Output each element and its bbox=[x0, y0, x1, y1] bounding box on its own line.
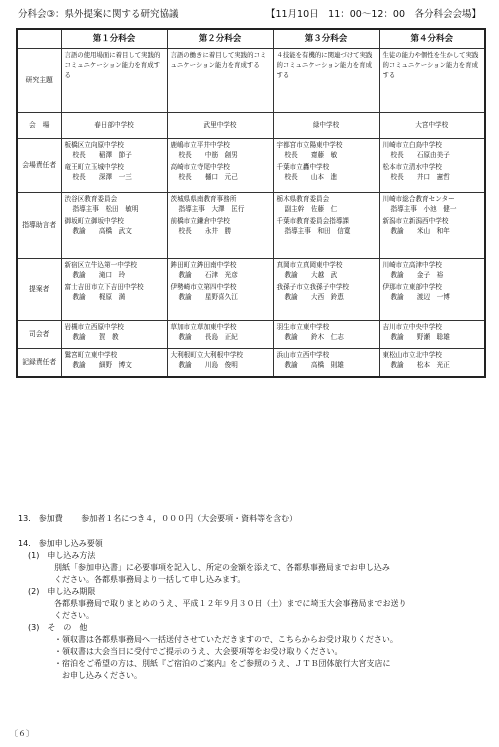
school-name: 草加市立草加東中学校 bbox=[170, 323, 237, 332]
row-label: 研究主題 bbox=[17, 49, 61, 113]
person-name: 教諭 滝口 玲 bbox=[72, 270, 126, 279]
person-name: 校長 深澤 一三 bbox=[72, 172, 132, 181]
table-row bbox=[17, 113, 485, 139]
column-header: 第４分科会 bbox=[379, 29, 485, 49]
table-cell: 緑中学校 bbox=[273, 113, 379, 139]
person-name: 教諭 鈴木 仁志 bbox=[284, 332, 344, 341]
row-label: 記録責任者 bbox=[17, 349, 61, 377]
person-entry bbox=[65, 323, 164, 342]
person-name: 校長 井口 憲哲 bbox=[390, 172, 450, 181]
application-item bbox=[18, 622, 485, 682]
school-name: 栃木県教育委員会 bbox=[276, 195, 330, 204]
column-header: 第２分科会 bbox=[167, 29, 273, 49]
person-entry bbox=[277, 163, 376, 182]
person-name: 教諭 大西 鈴恵 bbox=[284, 292, 344, 301]
table-cell bbox=[167, 139, 273, 193]
corner-cell bbox=[17, 29, 61, 49]
school-name: 川崎市総合教育センター bbox=[382, 195, 455, 204]
table-cell bbox=[273, 349, 379, 377]
school-name: 東松山市立北中学校 bbox=[382, 351, 442, 360]
person-entry bbox=[277, 323, 376, 342]
row-label: 提案者 bbox=[17, 259, 61, 321]
person-name: 教諭 石津 光彦 bbox=[178, 270, 238, 279]
person-name: 指導主事 和田 信寛 bbox=[284, 226, 351, 235]
table-cell bbox=[167, 349, 273, 377]
person-name: 教諭 大越 武 bbox=[284, 270, 338, 279]
person-entry bbox=[171, 217, 270, 236]
person-entry bbox=[383, 351, 482, 370]
table-cell bbox=[61, 349, 167, 377]
person-entry bbox=[171, 351, 270, 370]
person-name: 校長 永井 勝 bbox=[178, 226, 232, 235]
column-header: 第１分科会 bbox=[61, 29, 167, 49]
school-name: 新潟市立新潟西中学校 bbox=[382, 217, 449, 226]
person-name: 校長 山本 進 bbox=[284, 172, 338, 181]
person-entry bbox=[65, 261, 164, 280]
item-line: ・領収書は各都県事務局へ一括送付させていただきますので、こちらからお受け取りください。 bbox=[54, 635, 398, 644]
table-cell bbox=[273, 193, 379, 259]
person-name: 教諭 米山 和年 bbox=[390, 226, 450, 235]
school-name: 川崎市立高津中学校 bbox=[382, 261, 442, 270]
table-cell: 生徒の能力や個性を生かして実践的コミュニケーション能力を育成する bbox=[379, 49, 485, 113]
person-name: 教諭 高橋 武文 bbox=[72, 226, 132, 235]
table-row bbox=[17, 139, 485, 193]
person-entry bbox=[277, 261, 376, 280]
item-line: ください。各都県事務局より一括して申し込みます。 bbox=[54, 575, 246, 584]
person-entry bbox=[277, 283, 376, 302]
table-header-row bbox=[17, 29, 485, 49]
page-number: 〔６〕 bbox=[10, 729, 34, 738]
table-row bbox=[17, 321, 485, 349]
table-cell bbox=[61, 139, 167, 193]
person-entry bbox=[171, 323, 270, 342]
table-cell: 大宮中学校 bbox=[379, 113, 485, 139]
person-name: 指導主事 大澤 匡行 bbox=[178, 204, 245, 213]
item-line: お申し込みください。 bbox=[54, 671, 142, 680]
school-name: 川崎市立白鳥中学校 bbox=[382, 141, 442, 150]
school-name: 新宿区立牛込第一中学校 bbox=[64, 261, 138, 270]
person-name: 校長 齋藤 敏 bbox=[284, 150, 338, 159]
school-name: 千葉市立轟中学校 bbox=[276, 163, 330, 172]
section-14-heading: 14. 参加申し込み要領 bbox=[18, 539, 103, 548]
person-entry bbox=[65, 195, 164, 214]
row-label: 会場責任者 bbox=[17, 139, 61, 193]
table-cell bbox=[379, 259, 485, 321]
person-name: 教諭 高橋 則雄 bbox=[284, 360, 344, 369]
school-name: 茨城県県南教育事務所 bbox=[170, 195, 237, 204]
person-entry bbox=[171, 261, 270, 280]
table-cell bbox=[379, 139, 485, 193]
person-entry bbox=[383, 195, 482, 214]
school-name: 大利根町立大利根中学校 bbox=[170, 351, 244, 360]
table-cell bbox=[61, 321, 167, 349]
person-entry bbox=[171, 141, 270, 160]
table-cell: 言語の働きに着目して実践的コミュニケーション能力を育成する bbox=[167, 49, 273, 113]
person-entry bbox=[277, 195, 376, 214]
school-name: 前橋市立鎌倉中学校 bbox=[170, 217, 230, 226]
table-cell: 武里中学校 bbox=[167, 113, 273, 139]
row-label: 会 場 bbox=[17, 113, 61, 139]
person-entry bbox=[383, 261, 482, 280]
school-name: 渋谷区教育委員会 bbox=[64, 195, 118, 204]
school-name: 千葉市教育委員会指導課 bbox=[276, 217, 350, 226]
table-cell bbox=[273, 139, 379, 193]
person-name: 校長 石原由美子 bbox=[390, 150, 450, 159]
table-cell bbox=[379, 321, 485, 349]
table-cell: 言語の使用場面に着目して実践的コミュニケーション能力を育成する bbox=[61, 49, 167, 113]
table-cell bbox=[167, 259, 273, 321]
person-name: 指導主事 松田 敏明 bbox=[72, 204, 139, 213]
school-name: 羽生市立東中学校 bbox=[276, 323, 330, 332]
person-name: 指導主事 小池 健一 bbox=[390, 204, 457, 213]
row-label: 指導助言者 bbox=[17, 193, 61, 259]
item-line: 別紙「参加申込書」に必要事項を記入し、所定の金額を添えて、各都県事務局までお申し込み bbox=[54, 563, 390, 572]
school-name: 高崎市立寺尾中学校 bbox=[170, 163, 230, 172]
person-entry bbox=[383, 141, 482, 160]
school-name: 鉾田町立鉾田南中学校 bbox=[170, 261, 237, 270]
person-name: 校長 樋口 元己 bbox=[178, 172, 238, 181]
section-13-body: 参加者１名につき４，０００円（大会要項・資料等を含む） bbox=[81, 514, 298, 523]
section-13-heading: 13. 参加費 bbox=[18, 514, 63, 523]
table-cell bbox=[167, 193, 273, 259]
session-table bbox=[16, 28, 486, 378]
person-entry bbox=[171, 163, 270, 182]
person-entry bbox=[383, 323, 482, 342]
table-cell bbox=[167, 321, 273, 349]
person-entry bbox=[171, 283, 270, 302]
school-name: 鹿嶋市立平井中学校 bbox=[170, 141, 230, 150]
section-14 bbox=[18, 538, 485, 682]
table-cell: ４技能を有機的に関連づけて実践的コミュニケーション能力を育成する bbox=[273, 49, 379, 113]
school-name: 宇都宮市立陽東中学校 bbox=[276, 141, 343, 150]
person-entry bbox=[277, 217, 376, 236]
school-name: 御坂町立御坂中学校 bbox=[64, 217, 124, 226]
person-entry bbox=[383, 217, 482, 236]
application-item bbox=[18, 550, 485, 586]
person-entry bbox=[65, 217, 164, 236]
item-line: ください。 bbox=[54, 611, 94, 620]
person-entry bbox=[383, 163, 482, 182]
item-line: 各都県事務局で取りまとめのうえ、平成１２年９月３０日（土）までに埼玉大会事務局までお送り bbox=[54, 599, 407, 608]
section-13 bbox=[18, 513, 485, 525]
item-heading: (1) 申し込み方法 bbox=[28, 551, 96, 560]
table-row bbox=[17, 193, 485, 259]
person-name: 教諭 野瀬 聡雄 bbox=[390, 332, 450, 341]
person-entry bbox=[277, 141, 376, 160]
table-cell: 春日部中学校 bbox=[61, 113, 167, 139]
table-cell bbox=[273, 259, 379, 321]
school-name: 真岡市立真岡東中学校 bbox=[276, 261, 343, 270]
person-name: 校長 稲澤 節子 bbox=[72, 150, 132, 159]
person-entry bbox=[65, 141, 164, 160]
table-cell bbox=[379, 193, 485, 259]
table-cell bbox=[379, 349, 485, 377]
schedule-info: 【11月10日 11：00～12：00 各分科会会場】 bbox=[265, 9, 481, 20]
table-cell bbox=[273, 321, 379, 349]
person-entry bbox=[277, 351, 376, 370]
school-name: 松本市立清水中学校 bbox=[382, 163, 442, 172]
person-name: 教諭 金子 裕 bbox=[390, 270, 444, 279]
person-name: 副主幹 佐藤 仁 bbox=[284, 204, 338, 213]
person-entry bbox=[65, 163, 164, 182]
row-label: 司会者 bbox=[17, 321, 61, 349]
school-name: 吉川市立中央中学校 bbox=[382, 323, 442, 332]
person-name: 教諭 星野喜久江 bbox=[178, 292, 238, 301]
school-name: 竜王町立玉城中学校 bbox=[64, 163, 124, 172]
person-entry bbox=[383, 283, 482, 302]
table-cell bbox=[61, 259, 167, 321]
person-name: 教諭 長島 正紀 bbox=[178, 332, 238, 341]
school-name: 我孫子市立我孫子中学校 bbox=[276, 283, 350, 292]
school-name: 浜山市立西中学校 bbox=[276, 351, 330, 360]
person-entry bbox=[65, 283, 164, 302]
person-name: 教諭 賀 教 bbox=[72, 332, 119, 341]
school-name: 富士吉田市立下吉田中学校 bbox=[64, 283, 144, 292]
school-name: 岩槻市立西原中学校 bbox=[64, 323, 124, 332]
table-row bbox=[17, 49, 485, 113]
school-name: 伊勢崎市立第四中学校 bbox=[170, 283, 237, 292]
person-name: 校長 中筋 創男 bbox=[178, 150, 238, 159]
application-item bbox=[18, 586, 485, 622]
person-entry bbox=[171, 195, 270, 214]
item-heading: (3) そ の 他 bbox=[28, 623, 88, 632]
item-heading: (2) 申し込み期限 bbox=[28, 587, 96, 596]
school-name: 鷲宮町立東中学校 bbox=[64, 351, 118, 360]
table-row bbox=[17, 349, 485, 377]
person-name: 教諭 渡辺 一博 bbox=[390, 292, 450, 301]
person-name: 教諭 梶原 満 bbox=[72, 292, 126, 301]
page-header bbox=[18, 6, 481, 22]
person-name: 教諭 川島 俊明 bbox=[178, 360, 238, 369]
person-name: 教諭 細野 博文 bbox=[72, 360, 132, 369]
person-entry bbox=[65, 351, 164, 370]
table-cell bbox=[61, 193, 167, 259]
table-row bbox=[17, 259, 485, 321]
person-name: 教諭 松本 光正 bbox=[390, 360, 450, 369]
column-header: 第３分科会 bbox=[273, 29, 379, 49]
section-title: 分科会③：県外提案に関する研究協議 bbox=[18, 9, 179, 20]
item-line: ・領収書は大会当日に受付でご提示のうえ、大会要項等をお受け取りください。 bbox=[54, 647, 343, 656]
item-line: ・宿泊をご希望の方は、別紙『ご宿泊のご案内』をご参照のうえ、ＪＴＢ団体旅行大宮支店に bbox=[54, 659, 391, 668]
school-name: 伊那市立東部中学校 bbox=[382, 283, 442, 292]
school-name: 板橋区立向原中学校 bbox=[64, 141, 124, 150]
